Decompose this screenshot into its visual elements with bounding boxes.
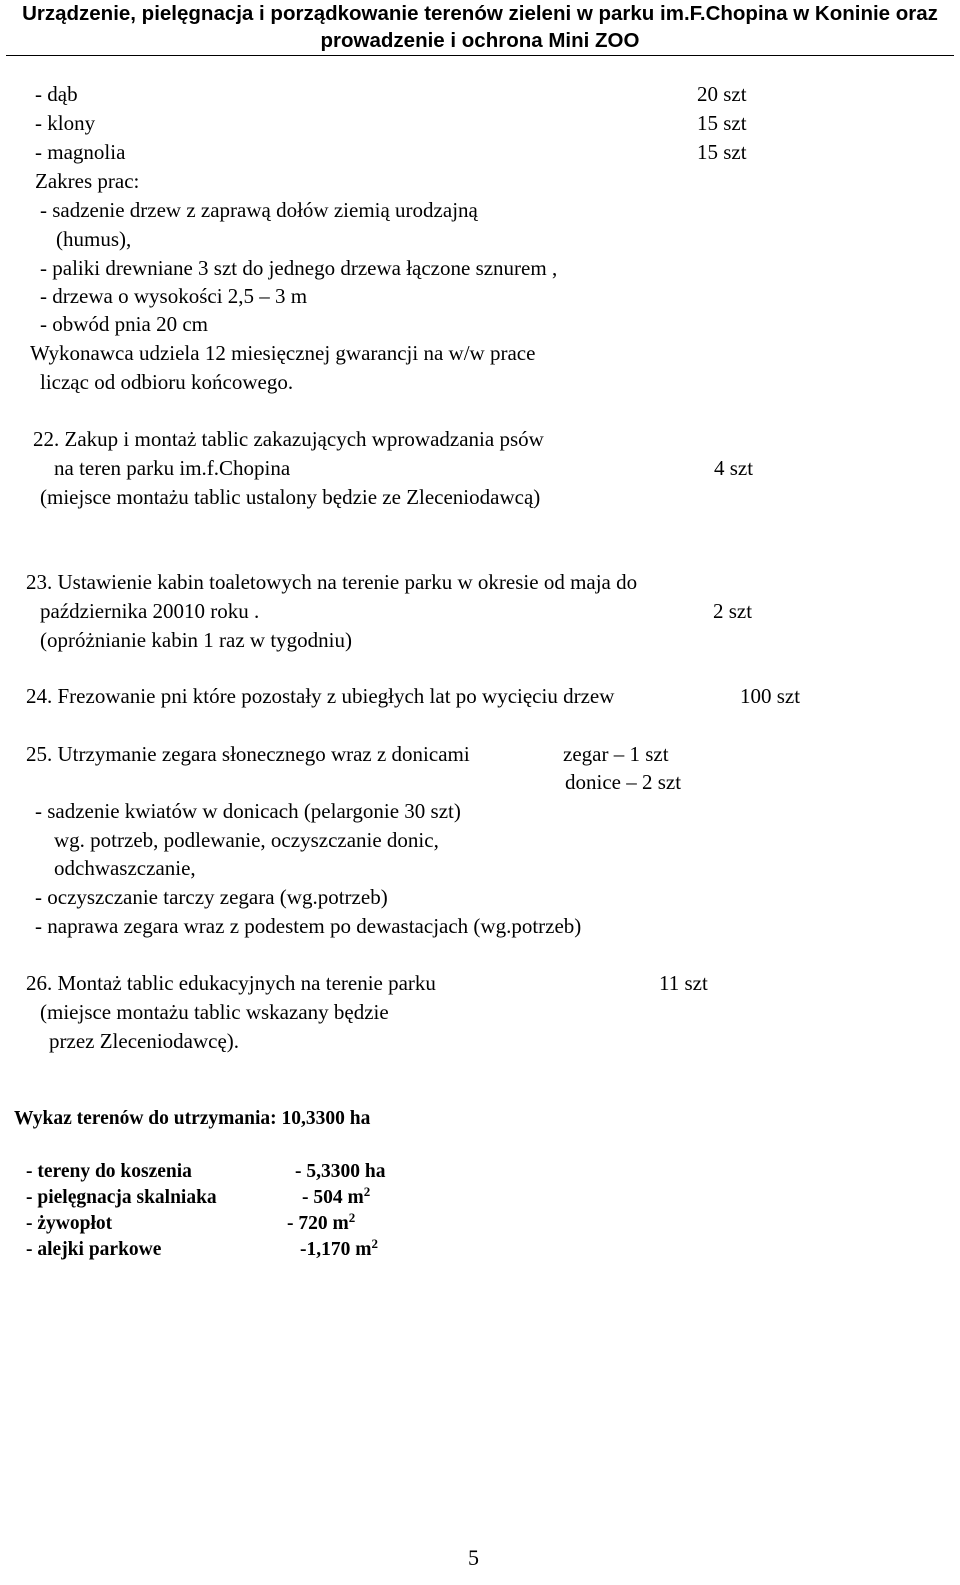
item-25-qty-clock: zegar – 1 szt xyxy=(563,742,669,766)
item-22-line: na teren parku im.f.Chopina xyxy=(54,456,291,480)
summary-row-label: - pielęgnacja skalniaka xyxy=(26,1187,217,1208)
item-22-line: 22. Zakup i montaż tablic zakazujących wprowadzania psów xyxy=(33,427,544,451)
summary-row-label: - żywopłot xyxy=(26,1213,113,1234)
summary-row-value: -1,170 $m^2$ xyxy=(300,1236,378,1260)
tree-name: - dąb xyxy=(35,82,78,106)
scope-line: - sadzenie drzew z zaprawą dołów ziemią urodzajną xyxy=(40,198,478,222)
header-line-1: Urządzenie, pielęgnacja i porządkowanie terenów zieleni w parku im.F.Chopina w Koninie oraz xyxy=(22,2,938,25)
page-header xyxy=(0,0,960,54)
item-23-line: października 20010 roku . xyxy=(40,599,260,623)
item-23-line: 23. Ustawienie kabin toaletowych na terenie parku w okresie od maja do xyxy=(26,570,638,594)
item-25-qty-pots: donice – 2 szt xyxy=(565,770,682,794)
item-22-qty: 4 szt xyxy=(714,456,754,480)
item-26-line: przez Zleceniodawcę). xyxy=(49,1029,240,1053)
warranty-line: Wykonawca udziela 12 miesięcznej gwarancji na w/w prace xyxy=(30,341,536,365)
tree-name: - magnolia xyxy=(35,140,126,164)
item-23-line: (opróżnianie kabin 1 raz w tygodniu) xyxy=(40,628,352,652)
warranty-line: licząc od odbioru końcowego. xyxy=(40,370,294,394)
scope-line: - obwód pnia 20 cm xyxy=(40,312,208,336)
item-26-qty: 11 szt xyxy=(659,971,708,995)
item-26-line: 26. Montaż tablic edukacyjnych na terenie parku xyxy=(26,971,436,995)
scope-line: (humus), xyxy=(56,227,132,251)
item-25-line: - sadzenie kwiatów w donicach (pelargonie 30 szt) xyxy=(35,799,461,823)
item-22-line: (miejsce montażu tablic ustalony będzie ze Zleceniodawcą) xyxy=(40,485,541,509)
scope-line: - paliki drewniane 3 szt do jednego drzewa łączone sznurem , xyxy=(40,256,558,280)
header-line-2: prowadzenie i ochrona Mini ZOO xyxy=(320,29,640,52)
item-23-qty: 2 szt xyxy=(713,599,753,623)
item-25-line: wg. potrzeb, podlewanie, oczyszczanie donic, xyxy=(54,828,439,852)
summary-title: Wykaz terenów do utrzymania: 10,3300 ha xyxy=(14,1108,371,1129)
item-25-line: - naprawa zegara wraz z podestem po dewastacjach (wg.potrzeb) xyxy=(35,914,582,938)
summary-row-exponent: 2 xyxy=(363,1184,371,1199)
summary-row-exponent: 2 xyxy=(371,1236,378,1251)
item-25-text: 25. Utrzymanie zegara słonecznego wraz z donicami xyxy=(26,742,470,766)
tree-qty: 15 szt xyxy=(697,140,747,164)
tree-qty: 15 szt xyxy=(697,111,747,135)
item-25-line: - oczyszczanie tarczy zegara (wg.potrzeb) xyxy=(35,885,388,909)
item-24-text: 24. Frezowanie pni które pozostały z ubiegłych lat po wycięciu drzew xyxy=(26,684,615,708)
tree-qty: 20 szt xyxy=(697,82,747,106)
item-26-line: (miejsce montażu tablic wskazany będzie xyxy=(40,1000,389,1024)
summary-row-value: - 720 $m^2$ xyxy=(287,1210,356,1234)
header-rule xyxy=(6,55,954,56)
item-25-line: odchwaszczanie, xyxy=(54,856,196,880)
page-number: 5 xyxy=(468,1545,479,1570)
tree-name: - klony xyxy=(35,111,96,135)
summary-row-label: - tereny do koszenia xyxy=(26,1161,192,1182)
summary-row-value: - 504 $m^2$ xyxy=(302,1184,371,1208)
summary-row-exponent: 2 xyxy=(348,1210,356,1225)
summary-row-value: - 5,3300 ha xyxy=(295,1161,386,1182)
summary-row-label: - alejki parkowe xyxy=(26,1239,162,1260)
scope-line: - drzewa o wysokości 2,5 – 3 m xyxy=(40,284,308,308)
item-24-qty: 100 szt xyxy=(740,684,801,708)
scope-title: Zakres prac: xyxy=(35,169,140,193)
